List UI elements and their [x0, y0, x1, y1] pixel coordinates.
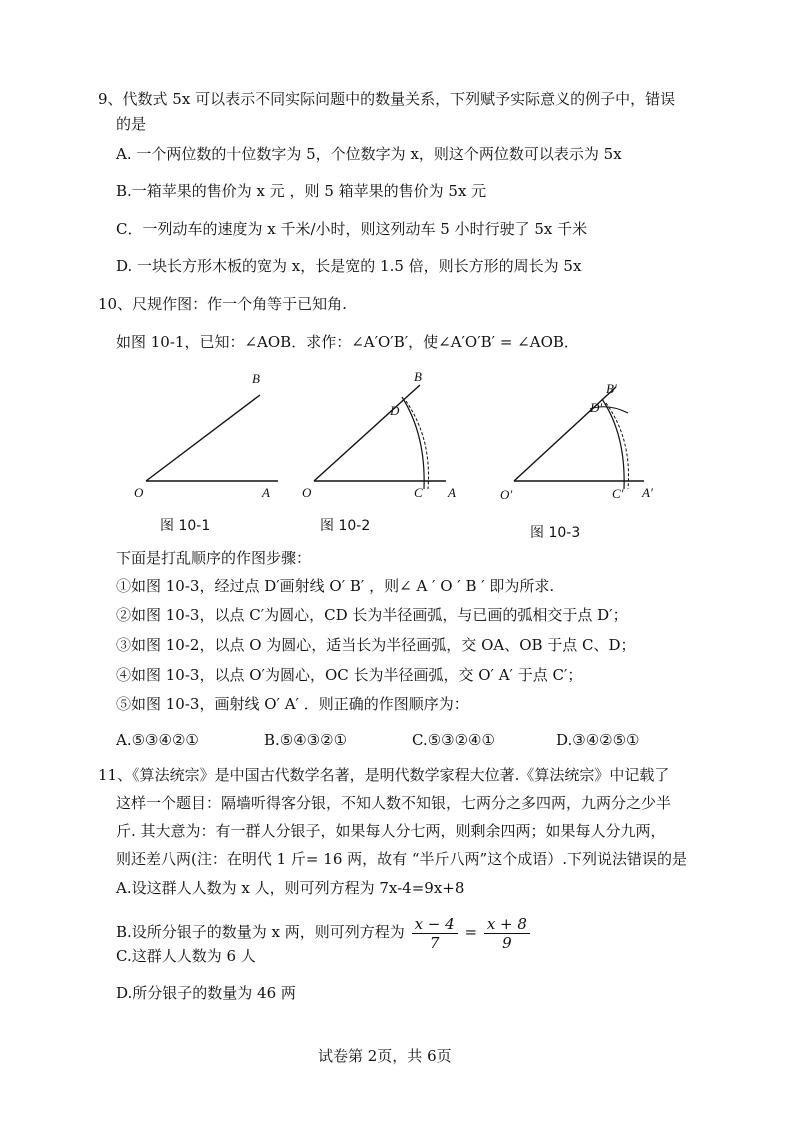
- q10-step-1: ①如图 10-3，经过点 D′画射线 O′ B′ ，则∠ A ′ O ′ B ′ 即为所求.: [116, 577, 555, 595]
- q10-intro: 下面是打乱顺序的作图步骤：: [116, 549, 312, 567]
- q11-fraction-2: [484, 915, 530, 952]
- q10-step-5: ⑤如图 10-3，画射线 O′ A′ ．则正确的作图顺序为：: [116, 695, 469, 713]
- q9-option-b: B.一箱苹果的售价为 x 元 ，则 5 箱苹果的售价为 5x 元: [116, 182, 487, 200]
- caption-10-1: 图 10-1: [160, 518, 211, 534]
- arc-c-prime: [602, 399, 624, 489]
- label-d: D: [390, 403, 400, 418]
- q9-stem-line2: 的是: [116, 115, 147, 133]
- q11-fraction-2-denominator: 9: [502, 933, 512, 952]
- figure-10-2: [296, 365, 466, 510]
- q11-option-b-text: B.设所分银子的数量为 x 两，则可列方程为: [116, 923, 405, 941]
- q10-option-c: C.⑤③②④①: [412, 731, 495, 749]
- q10-option-d: D.③④②⑤①: [556, 731, 640, 749]
- ray-ob: [146, 395, 260, 481]
- label-b: B: [414, 369, 422, 384]
- q11-line4: 则还差八两(注：在明代 1 斤= 16 两，故有 “半斤八两”这个成语）.下列说法错误的是: [116, 850, 687, 868]
- figure-10-1: [128, 365, 288, 510]
- q9-stem-line1: 9、代数式 5x 可以表示不同实际问题中的数量关系，下列赋予实际意义的例子中，错误: [98, 90, 676, 108]
- label-d-prime: D′: [590, 400, 603, 415]
- q11-option-c: C.这群人人数为 6 人: [116, 947, 256, 965]
- q11-fraction-1: [412, 915, 458, 952]
- q11-line3: 斤. 其大意为：有一群人分银子，如果每人分七两，则剩余四两；如果每人分九两，: [116, 822, 666, 840]
- q10-option-b: B.⑤④③②①: [264, 731, 348, 749]
- q11-option-a: A.设这群人人数为 x 人，则可列方程为 7x-4=9x+8: [116, 879, 465, 897]
- caption-10-2: 图 10-2: [320, 518, 371, 534]
- label-a: A: [448, 485, 456, 500]
- arc-cd-dashed: [406, 401, 429, 489]
- q9-option-c: C．一列动车的速度为 x 千米/小时，则这列动车 5 小时行驶了 5x 千米: [116, 220, 588, 238]
- q11-equals: =: [464, 923, 478, 941]
- q10-step-2: ②如图 10-3，以点 C′为圆心，CD 长为半径画弧，与已画的弧相交于点 D′；: [116, 606, 628, 624]
- q11-fraction-1-numerator: x − 4: [412, 915, 458, 934]
- figure-10-3: [494, 365, 669, 510]
- q11-fraction-2-numerator: x + 8: [484, 915, 530, 934]
- q11-option-d: D.所分银子的数量为 46 两: [116, 984, 296, 1002]
- label-a: A: [262, 485, 270, 500]
- q10-option-a: A.⑤③④②①: [116, 731, 199, 749]
- q10-stem: 10、尺规作图：作一个角等于已知角.: [98, 295, 347, 313]
- q10-step-4: ④如图 10-3，以点 O′为圆心，OC 长为半径画弧，交 O′ A′ 于点 C′；: [116, 666, 583, 684]
- q11-fraction-1-denominator: 7: [429, 933, 440, 952]
- arc-cd: [402, 397, 424, 489]
- label-c-prime: C′: [612, 486, 624, 501]
- q9-option-d: D. 一块长方形木板的宽为 x，长是宽的 1.5 倍，则长方形的周长为 5x: [116, 257, 582, 275]
- q9-option-a: A. 一个两位数的十位数字为 5，个位数字为 x，则这个两位数可以表示为 5x: [116, 145, 622, 163]
- page-footer: 试卷第 2页，共 6页: [318, 1047, 452, 1065]
- q11-line1: 11、《算法统宗》是中国古代数学名著，是明代数学家程大位著.《算法统宗》中记载了: [98, 766, 670, 784]
- label-o: O: [302, 485, 312, 500]
- label-b: B: [252, 371, 260, 386]
- q10-step-3: ③如图 10-2，以点 O 为圆心，适当长为半径画弧，交 OA、OB 于点 C、D；: [116, 636, 636, 654]
- arc-c-prime-dashed: [606, 403, 629, 489]
- q10-given: 如图 10-1，已知：∠AOB．求作：∠A′O′B′，使∠A′O′B′ = ∠AOB．: [116, 333, 579, 351]
- label-o-prime: O′: [500, 487, 513, 502]
- label-a-prime: A′: [642, 485, 653, 500]
- label-c: C: [414, 485, 423, 500]
- label-o: O: [134, 485, 144, 500]
- label-b-prime: B′: [606, 381, 617, 396]
- q11-line2: 这样一个题目：隔墙听得客分银，不知人数不知银，七两分之多四两，九两分之少半: [116, 794, 672, 812]
- caption-10-3: 图 10-3: [530, 525, 581, 541]
